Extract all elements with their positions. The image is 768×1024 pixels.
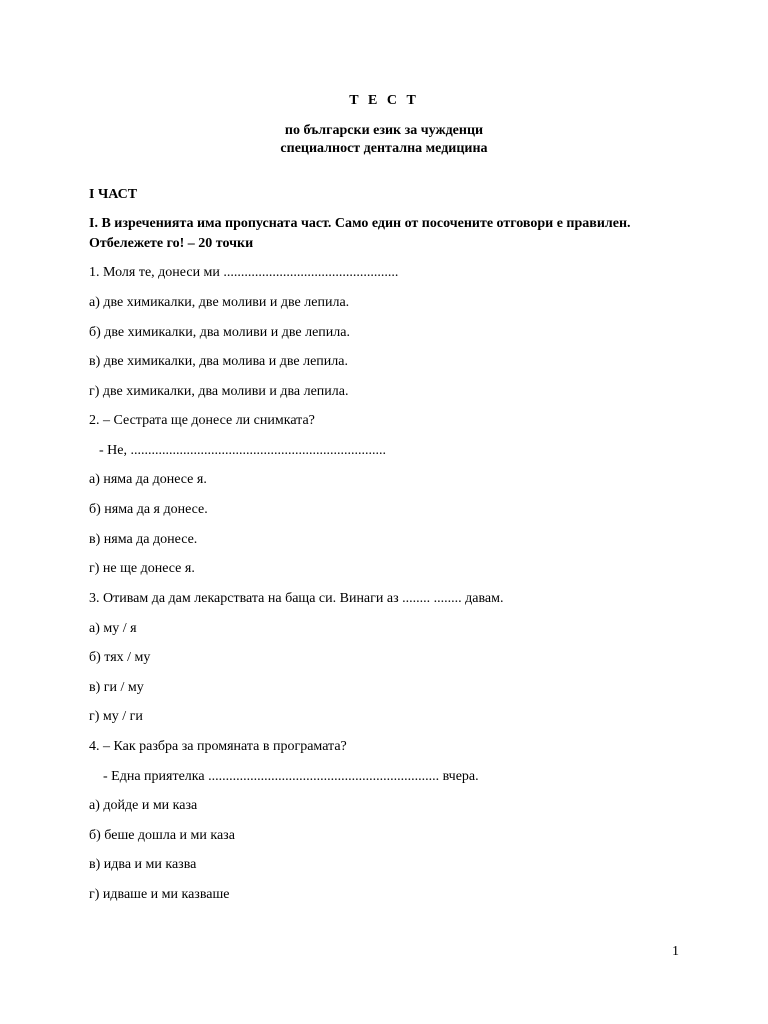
part-heading: I ЧАСТ [89,187,138,202]
question-2-option-a: а) няма да донесе я. [89,472,207,487]
question-4-option-c: в) идва и ми казва [89,857,197,872]
question-2-option-d: г) не ще донесе я. [89,561,195,576]
section-instruction-line-2: Отбележете го! – 20 точки [89,236,254,251]
question-4-option-b: б) беше дошла и ми каза [89,828,235,843]
question-1-prompt: 1. Моля те, донеси ми .................................................. [89,265,399,280]
question-3-option-b: б) тях / му [89,650,151,665]
question-2-option-c: в) няма да донесе. [89,532,198,547]
question-3-option-c: в) ги / му [89,680,144,695]
section-instruction-line-1: I. В изреченията има пропусната част. Само един от посочените отговори е правилен. [89,216,631,231]
question-3-option-a: а) му / я [89,621,137,636]
question-3-prompt: 3. Отивам да дам лекарствата на баща си. Винаги аз ........ ........ давам. [89,591,504,606]
question-1-option-b: б) две химикалки, два моливи и две лепила. [89,325,350,340]
question-2-continuation: - Не, ......................................................................... [99,443,386,458]
question-4-option-d: г) идваше и ми казваше [89,887,230,902]
question-4-option-a: а) дойде и ми каза [89,798,198,813]
document-title: Т Е С Т [349,93,419,108]
page-number: 1 [672,944,679,959]
question-1-option-a: а) две химикалки, две моливи и две лепила. [89,295,350,310]
question-2-option-b: б) няма да я донесе. [89,502,208,517]
document-subtitle-specialty: специалност дентална медицина [280,141,488,156]
question-1-option-c: в) две химикалки, два молива и две лепила. [89,354,348,369]
document-subtitle-language: по български език за чужденци [284,123,484,138]
question-1-option-d: г) две химикалки, два моливи и два лепила. [89,384,349,399]
question-4-prompt: 4. – Как разбра за промяната в програмата? [89,739,347,754]
question-3-option-d: г) му / ги [89,709,143,724]
question-4-continuation: - Една приятелка .................................................................. вчера. [103,769,479,784]
question-2-prompt: 2. – Сестрата ще донесе ли снимката? [89,413,315,428]
